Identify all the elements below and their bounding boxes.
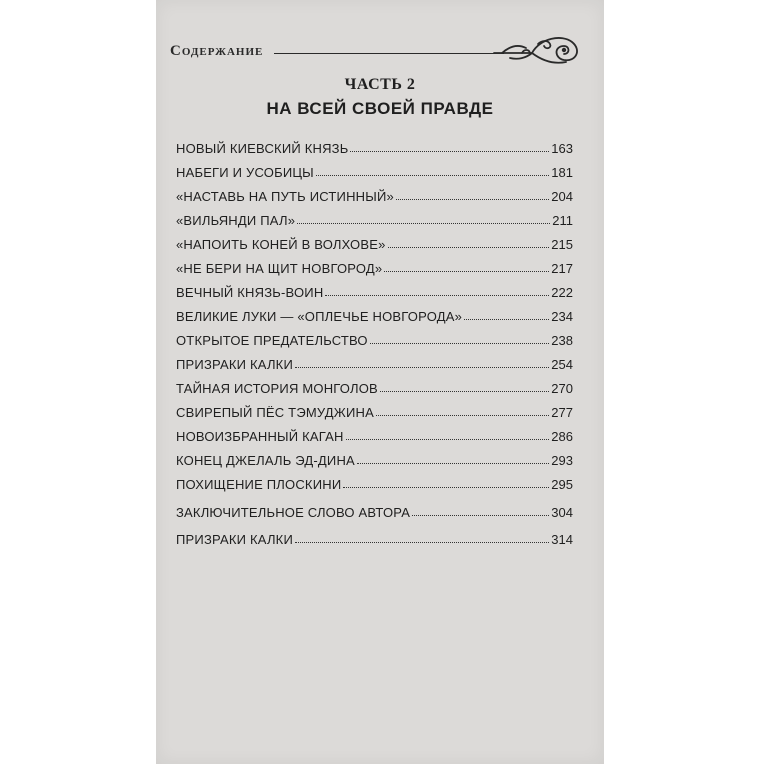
running-header <box>170 32 590 72</box>
toc-entry-title: ВЕЧНЫЙ КНЯЗЬ-ВОИН <box>176 285 324 300</box>
toc-entry-page: 295 <box>551 477 573 492</box>
header-title: Содержание <box>170 43 264 59</box>
toc-entry <box>176 182 573 204</box>
dot-leader <box>346 439 550 440</box>
dot-leader <box>295 542 549 543</box>
header-rule <box>274 53 504 54</box>
part-title: НА ВСЕЙ СВОЕЙ ПРАВДЕ <box>266 99 494 118</box>
dot-leader <box>350 151 549 152</box>
dot-leader <box>388 247 550 248</box>
toc-entry-title: «НЕ БЕРИ НА ЩИТ НОВГОРОД» <box>176 261 383 276</box>
toc-entry-page: 234 <box>551 309 573 324</box>
toc-entry <box>176 230 573 252</box>
dot-leader <box>412 515 549 516</box>
toc-entry-title: ПРИЗРАКИ КАЛКИ <box>176 357 293 372</box>
dot-leader <box>297 223 550 224</box>
toc-entry-title: СВИРЕПЫЙ ПЁС ТЭМУДЖИНА <box>176 405 374 420</box>
toc-entry-title: НАБЕГИ И УСОБИЦЫ <box>176 165 314 180</box>
toc-entry-page: 314 <box>551 532 573 547</box>
dot-leader <box>370 343 550 344</box>
toc-entry-page: 163 <box>551 141 573 156</box>
scroll-ornament-icon <box>492 32 588 68</box>
toc-entry-page: 211 <box>552 213 573 228</box>
toc-entry-title: НОВЫЙ КИЕВСКИЙ КНЯЗЬ <box>176 141 349 156</box>
toc-entry <box>176 254 573 276</box>
toc-entry <box>176 134 573 156</box>
toc-entry-title: ЗАКЛЮЧИТЕЛЬНОЕ СЛОВО АВТОРА <box>176 505 411 520</box>
toc-entry-page: 277 <box>551 405 573 420</box>
toc-entry-page: 215 <box>551 237 573 252</box>
toc-entry <box>176 302 573 324</box>
dot-leader <box>295 367 549 368</box>
toc-entry-title: «НАПОИТЬ КОНЕЙ В ВОЛХОВЕ» <box>176 237 386 252</box>
toc-entry <box>176 398 573 420</box>
toc-entry <box>176 326 573 348</box>
toc-entry-title: ОТКРЫТОЕ ПРЕДАТЕЛЬСТВО <box>176 333 368 348</box>
dot-leader <box>316 175 549 176</box>
dot-leader <box>384 271 549 272</box>
toc-entry-page: 204 <box>551 189 573 204</box>
toc-entry-title: ВЕЛИКИЕ ЛУКИ — «ОПЛЕЧЬЕ НОВГОРОДА» <box>176 309 463 324</box>
toc-entry-page: 222 <box>551 285 573 300</box>
book-page <box>156 0 604 764</box>
toc-entry-page: 270 <box>551 381 573 396</box>
toc-entry-page: 286 <box>551 429 573 444</box>
toc-entry-title: «ВИЛЬЯНДИ ПАЛ» <box>176 213 296 228</box>
part-number: ЧАСТЬ 2 <box>344 76 416 93</box>
toc-entry <box>176 350 573 372</box>
toc-entry <box>176 525 573 547</box>
toc-entry <box>176 470 573 492</box>
toc-entry-page: 217 <box>551 261 573 276</box>
dot-leader <box>357 463 549 464</box>
dot-leader <box>376 415 549 416</box>
toc-entry-title: ПРИЗРАКИ КАЛКИ <box>176 532 293 547</box>
dot-leader <box>464 319 549 320</box>
toc-entry-page: 238 <box>551 333 573 348</box>
toc-entry-title: «НАСТАВЬ НА ПУТЬ ИСТИННЫЙ» <box>176 189 394 204</box>
toc-entry-title: КОНЕЦ ДЖЕЛАЛЬ ЭД-ДИНА <box>176 453 355 468</box>
toc-entry <box>176 498 573 520</box>
toc-entry-page: 181 <box>551 165 573 180</box>
toc-entry <box>176 422 573 444</box>
toc-entry-page: 254 <box>551 357 573 372</box>
dot-leader <box>343 487 549 488</box>
toc-entry-title: ТАЙНАЯ ИСТОРИЯ МОНГОЛОВ <box>176 381 378 396</box>
toc-entry <box>176 158 573 180</box>
toc-entry <box>176 446 573 468</box>
dot-leader <box>396 199 549 200</box>
toc-entry <box>176 374 573 396</box>
toc-entry <box>176 278 573 300</box>
dot-leader <box>325 295 549 296</box>
toc-entry-page: 293 <box>551 453 573 468</box>
toc-entry-title: НОВОИЗБРАННЫЙ КАГАН <box>176 429 344 444</box>
toc-entry-page: 304 <box>551 505 573 520</box>
toc-entry-title: ПОХИЩЕНИЕ ПЛОСКИНИ <box>176 477 342 492</box>
dot-leader <box>380 391 549 392</box>
toc-entry <box>176 206 573 228</box>
